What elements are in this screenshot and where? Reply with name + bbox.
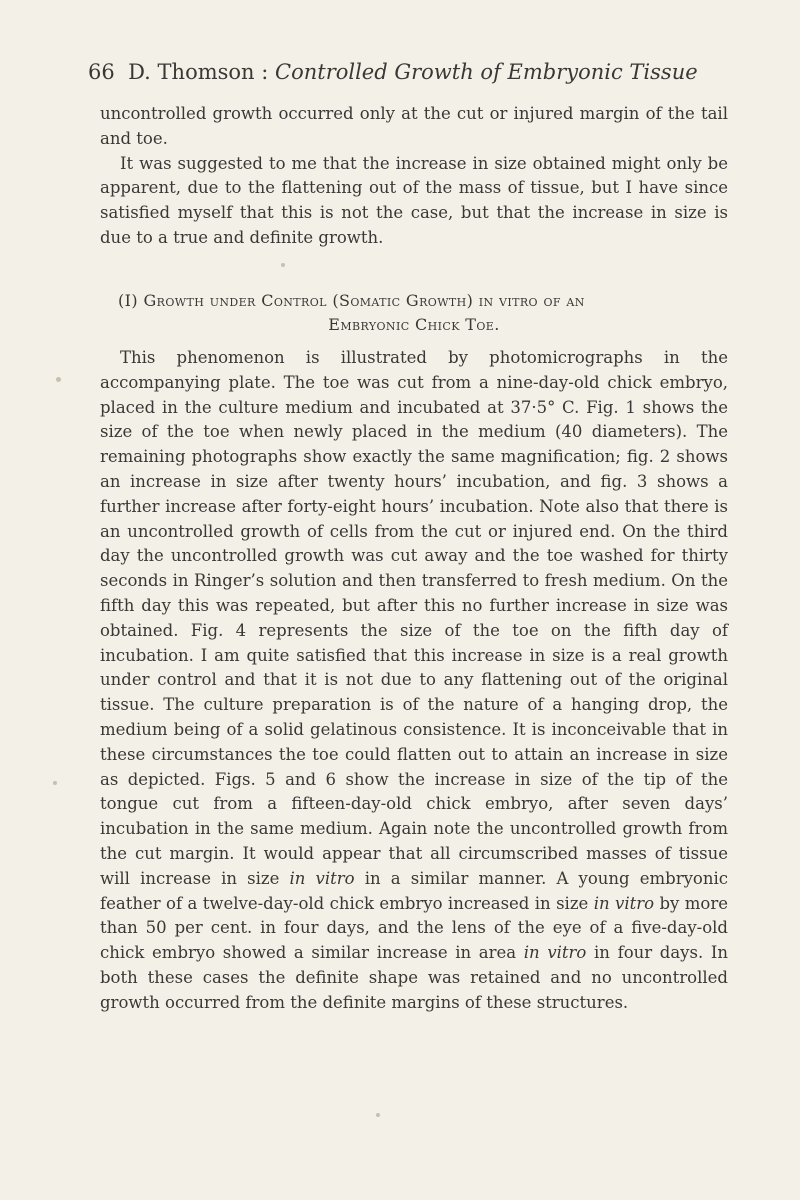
running-head-author: D. Thomson : (128, 60, 269, 84)
paragraph-continuation: uncontrolled growth occurred only at the cut or injured margin of the tail and toe. (100, 104, 728, 148)
paper-speck (56, 377, 61, 382)
section-paragraph (100, 346, 728, 1016)
paragraph-flattening: It was suggested to me that the increase in size obtained might only be apparent, due to the flattening out of the mass of tissue, but I have since satisfied myself that this is not the case, but that the increase in size is due to a true and definite growth. (100, 153, 728, 247)
running-head-title: Controlled Growth of Embryonic Tissue (275, 60, 698, 84)
running-head (88, 57, 748, 87)
italic-phrase: in vitro (593, 893, 655, 913)
section-heading-line1: (I) Growth under Control (Somatic Growth) in vitro of an (118, 291, 585, 310)
body-text-part3: by more than 50 per cent. in four days, and the lens of the eye of a five-day-old chick embryo showed a similar increase in area (100, 893, 728, 963)
paper-speck (376, 1113, 380, 1117)
paper-speck (281, 263, 285, 267)
opening-text (100, 102, 728, 251)
body-text-part1: This phenomenon is illustrated by photomicrographs in the accompanying plate. The toe was cut from a nine-day-old chick embryo, placed in the culture medium and incubated at 37·5° C. Fig. 1 shows the size of the toe when newly placed in the medium (40 diameters). The remaining photographs show exactly the same magnification; fig. 2 shows an increase in size after twenty hours’ incubation, and fig. 3 shows a further increase after forty-eight hours’ incubation. Note also that there is an uncontrolled growth of cells from the cut or injured end. On the third day the uncontrolled growth was cut away and the toe washed for thirty seconds in Ringer’s solution and then transferred to fresh medium. On the fifth day this was repeated, but after this no further increase in size was obtained. Fig. 4 represents the size of the toe on the fifth day of incubation. I am quite satisfied that this increase in size is a real growth under control and that it is not due to any flattening out of the original tissue. The culture preparation is of the nature of a hanging drop, the medium being of a solid gelatinous consistence. It is inconceivable that in these circumstances the toe could flatten out to attain an increase in size as depicted. Figs. 5 and 6 show the increase in size of the tip of the tongue cut from a fifteen-day-old chick embryo, after seven days’ incubation in the same medium. Again note the uncontrolled growth from the cut margin. It would appear that all circumscribed masses of tissue will increase in size (100, 348, 728, 888)
body-text-part2: in a similar manner. A young embryonic feather of a twelve-day-old chick embryo increased in size (100, 868, 729, 913)
italic-phrase: in vitro (523, 943, 587, 963)
section-heading-line2: Embryonic Chick Toe. (328, 315, 500, 334)
body-text-part4: in four days. In both these cases the definite shape was retained and no uncontrolled growth occurred from the definite margins of these structures. (100, 943, 729, 1012)
page-number: 66 (88, 60, 115, 84)
italic-phrase: in vitro (289, 868, 355, 888)
section-heading (100, 289, 728, 337)
paper-speck (53, 781, 57, 785)
section-body (100, 346, 728, 1016)
